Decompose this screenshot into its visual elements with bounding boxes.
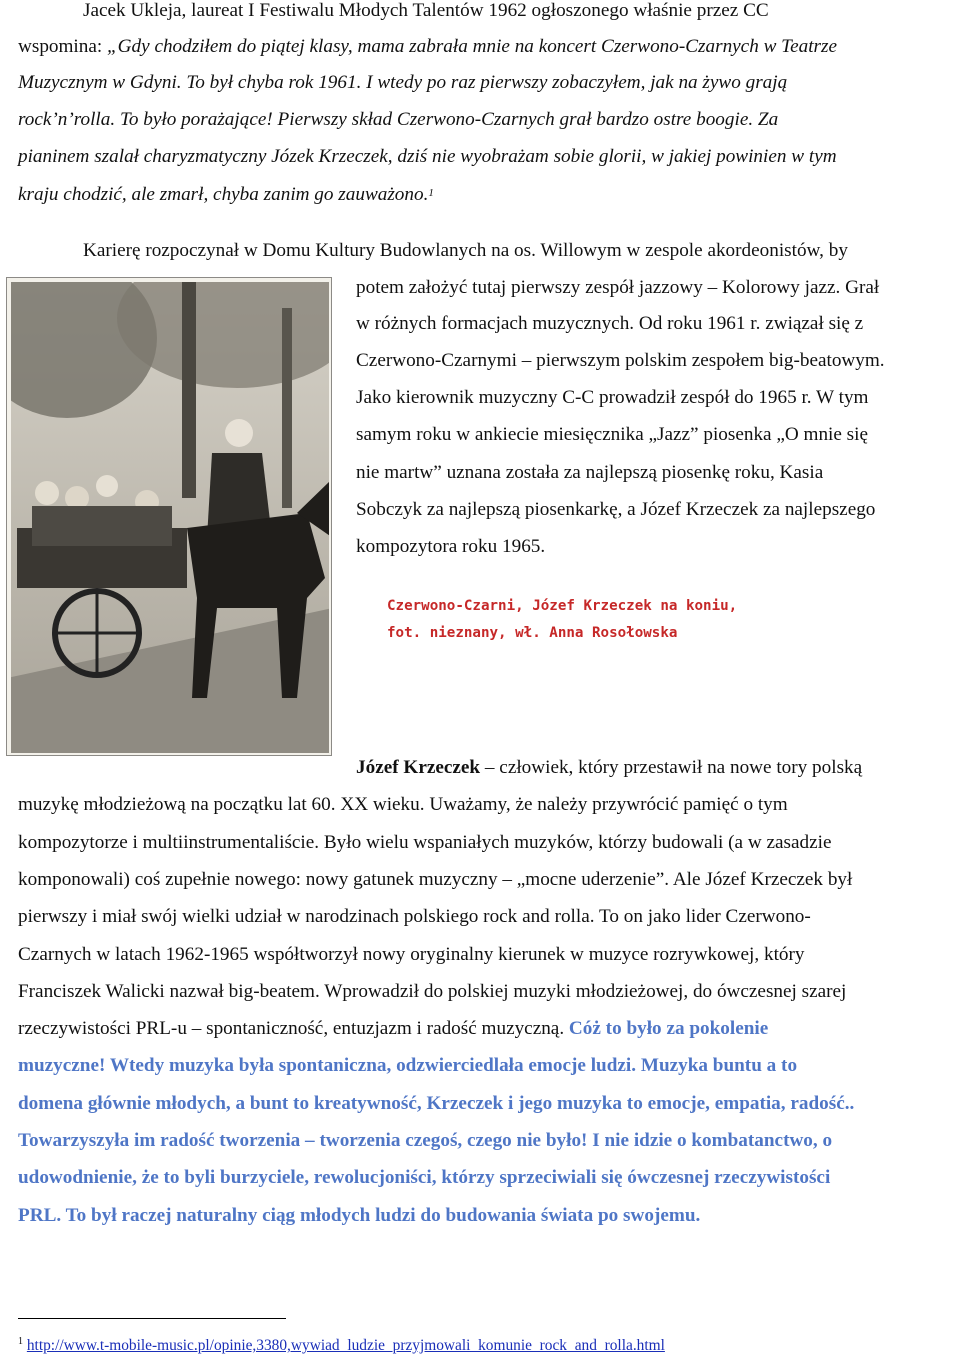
main-line-8-black: rzeczywistości PRL-u – spontaniczność, entuzjazm i radość muzyczną. <box>18 1018 569 1039</box>
main-line-11: Towarzyszyła im radość tworzenia – tworzenia czegoś, czego nie było! I nie idzie o kombatanctwo, o <box>18 1130 833 1151</box>
footnote-ref[interactable]: 1 <box>428 187 434 199</box>
career-line-6: samym roku w ankiecie miesięcznika „Jazz” piosenka „O mnie się <box>356 424 869 445</box>
intro-line-6-text: kraju chodzić, ale zmarł, chyba zanim go zauważono. <box>18 184 429 205</box>
footnote-link[interactable]: http://www.t-mobile-music.pl/opinie,3380,wywiad_ludzie_przyjmowali_komunie_rock_and_rolla.html <box>26 1337 665 1355</box>
intro-line-2-lead: wspomina: <box>18 36 108 57</box>
career-line-9: kompozytora roku 1965. <box>356 536 546 557</box>
main-line-5: pierwszy i miał swój wielki udział w narodzinach polskiego rock and rolla. To on jako lider Czerwono- <box>18 906 811 927</box>
career-line-7: nie martw” uznana została za najlepszą piosenkę roku, Kasia <box>356 462 824 483</box>
intro-line-4: rock’n’rolla. To było porażające! Pierwszy skład Czerwono-Czarnych grał bardzo ostre boogie. Za <box>18 109 779 130</box>
main-line-9: muzyczne! Wtedy muzyka była spontaniczna, odzwierciedlała emocje ludzi. Muzyka buntu a to <box>18 1055 798 1076</box>
main-line-10: domena głównie młodych, a bunt to kreatywność, Krzeczek i jego muzyka to emocje, empatia, radość.. <box>18 1093 855 1114</box>
photo-illustration <box>7 278 332 756</box>
main-line-8-blue: Cóż to było za pokolenie <box>568 1018 769 1039</box>
main-line-2: muzykę młodzieżową na początku lat 60. XX wieku. Uważamy, że należy przywrócić pamięć o tym <box>18 794 788 815</box>
main-line-7: Franciszek Walicki nazwał big-beatem. Wprowadził do polskiej muzyki młodzieżowej, do ówczesnej szarej <box>18 981 847 1002</box>
career-line-5: Jako kierownik muzyczny C-C prowadził zespół do 1965 r. W tym <box>356 387 869 408</box>
intro-line-2 <box>18 36 837 58</box>
main-line-12: udowodnienie, że to byli burzyciele, rewolucjoniści, którzy sprzeciwiali się ówczesnej rzeczywistości <box>18 1167 831 1188</box>
career-line-1: Karierę rozpoczynał w Domu Kultury Budowlanych na os. Willowym w zespole akordeonistów, by <box>83 240 848 261</box>
main-line-13: PRL. To był raczej naturalny ciąg młodych ludzi do budowania świata po swojemu. <box>18 1205 701 1226</box>
intro-line-5: pianinem szalał charyzmatyczny Józek Krzeczek, dziś nie wyobrażam sobie glorii, w jakiej powinien w tym <box>18 146 837 167</box>
photo-caption-line-1: Czerwono-Czarni, Józef Krzeczek na koniu, <box>387 598 738 614</box>
footnote-number: 1 <box>18 1336 23 1347</box>
career-line-2: potem założyć tutaj pierwszy zespół jazzowy – Kolorowy jazz. Grał <box>356 277 880 298</box>
main-line-3: kompozytorze i multiinstrumentaliście. Było wielu wspaniałych muzyków, którzy budowali (a w zasadzie <box>18 832 832 853</box>
intro-line-6 <box>18 184 434 208</box>
photo-caption-line-2: fot. nieznany, wł. Anna Rosołowska <box>387 625 678 641</box>
main-line-8 <box>18 1018 768 1040</box>
footnote <box>18 1336 665 1355</box>
main-line-4: komponowali) coś zupełnie nowego: nowy gatunek muzyczny – „mocne uderzenie”. Ale Józef Krzeczek był <box>18 869 853 890</box>
main-line-1-rest: – człowiek, który przestawił na nowe tory polską <box>480 757 863 778</box>
career-line-8: Sobczyk za najlepszą piosenkarkę, a Józef Krzeczek za najlepszego <box>356 499 876 520</box>
main-line-1 <box>356 757 862 779</box>
career-line-4: Czerwono-Czarnymi – pierwszym polskim zespołem big-beatowym. <box>356 350 885 371</box>
person-name-bold: Józef Krzeczek <box>356 757 481 778</box>
intro-quote-start: „Gdy chodziłem do piątej klasy, mama zabrała mnie na koncert Czerwono-Czarnych w Teatrze <box>107 36 837 57</box>
main-line-6: Czarnych w latach 1962-1965 współtworzył nowy oryginalny kierunek w muzyce rozrywkowej, który <box>18 944 805 965</box>
intro-line-3: Muzycznym w Gdyni. To był chyba rok 1961. I wtedy po raz pierwszy zobaczyłem, jak na żywo grają <box>18 72 788 93</box>
historical-photo <box>6 277 332 756</box>
footnote-separator <box>18 1318 286 1319</box>
career-line-3: w różnych formacjach muzycznych. Od roku 1961 r. związał się z <box>356 313 864 334</box>
intro-line-1: Jacek Ukleja, laureat I Festiwalu Młodych Talentów 1962 ogłoszonego właśnie przez CC <box>83 0 769 21</box>
